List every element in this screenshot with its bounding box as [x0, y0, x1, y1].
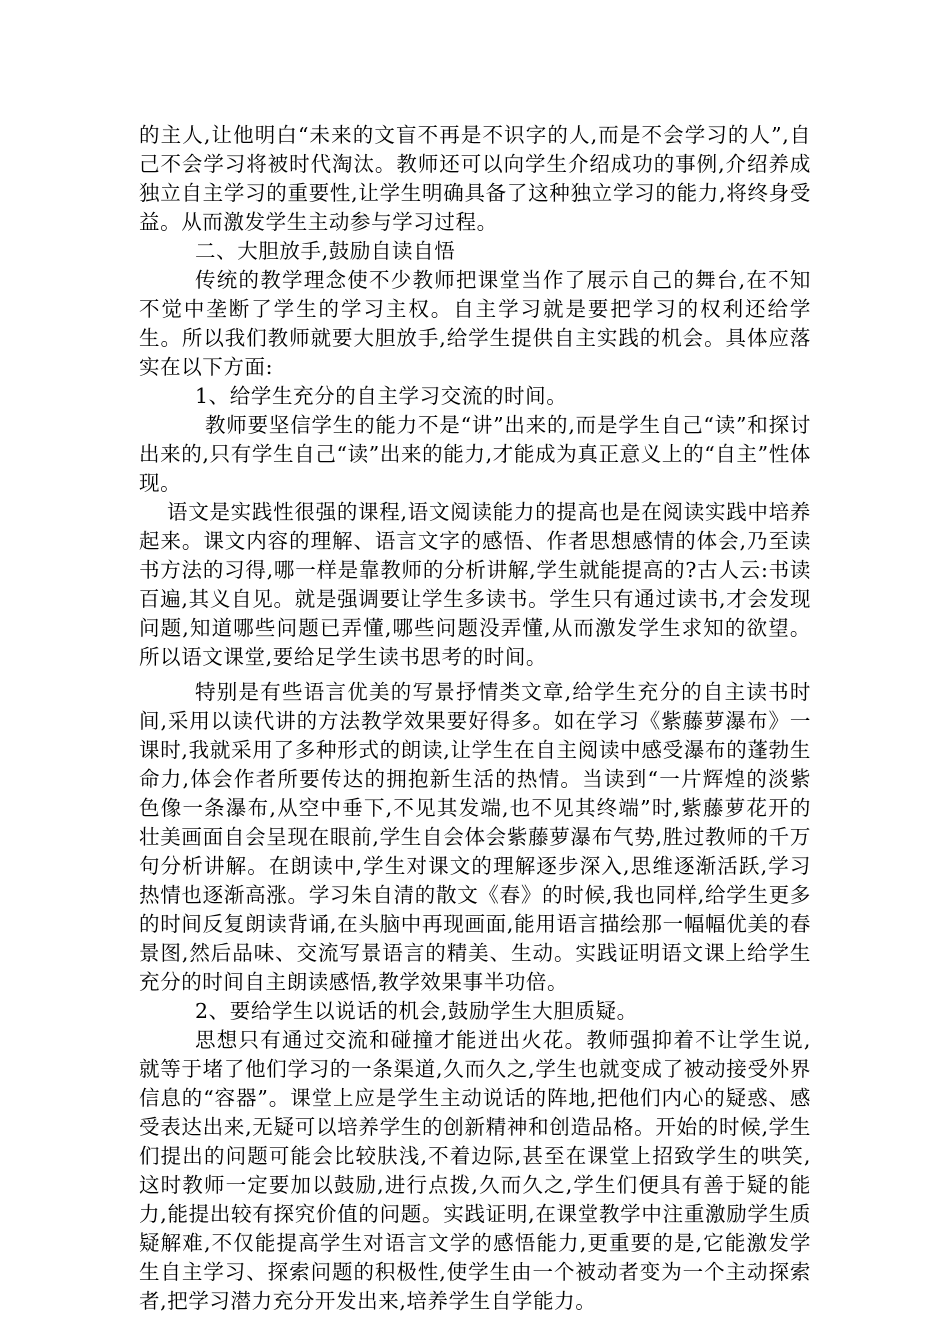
paragraph-chinese-practice: 语文是实践性很强的课程,语文阅读能力的提高也是在阅读实践中培养起来。课文内容的理解、语言文字的感悟、作者思想感情的体会,乃至读书方法的习得,哪一样是靠教师的分析讲解,学生就能提高的?古人云:书读百遍,其义自见。就是强调要让学生多读书。学生只有通过读书,才会发现问题,知道哪些问题已弄懂,哪些问题没弄懂,从而激发学生求知的欲望。所以语文课堂,要给足学生读书思考的时间。: [139, 500, 811, 669]
subheading-1: 1、给学生充分的自主学习交流的时间。: [195, 384, 568, 408]
paragraph-traditional-concept: 传统的教学理念使不少教师把课堂当作了展示自己的舞台,在不知不觉中垄断了学生的学习主权。自主学习就是要把学习的权利还给学生。所以我们教师就要大胆放手,给学生提供自主实践的机会。具体应落实在以下方面:: [139, 268, 811, 379]
subheading-2: 2、要给学生以说话的机会,鼓励学生大胆质疑。: [195, 999, 638, 1023]
section-heading-2: 二、大胆放手,鼓励自读自悟: [195, 239, 456, 263]
document-body: [139, 121, 811, 1316]
paragraph-intro-continuation: 的主人,让他明白“未来的文盲不再是不识字的人,而是不会学习的人”,自己不会学习将被时代淘汰。教师还可以向学生介绍成功的事例,介绍养成独立自主学习的重要性,让学生明确具备了这种独立学习的能力,将终身受益。从而激发学生主动参与学习过程。: [139, 123, 811, 234]
paragraph-scenery-texts: 特别是有些语言优美的写景抒情类文章,给学生充分的自主读书时间,采用以读代讲的方法教学效果要好得多。如在学习《紫藤萝瀑布》一课时,我就采用了多种形式的朗读,让学生在自主阅读中感受瀑布的蓬勃生命力,体会作者所要传达的拥抱新生活的热情。当读到“一片辉煌的淡紫色像一条瀑布,从空中垂下,不见其发端,也不见其终端”时,紫藤萝花开的壮美画面自会呈现在眼前,学生自会体会紫藤萝瀑布气势,胜过教师的千万句分析讲解。在朗读中,学生对课文的理解逐步深入,思维逐渐活跃,学习热情也逐渐高涨。学习朱自清的散文《春》的时候,我也同样,给学生更多的时间反复朗读背诵,在头脑中再现画面,能用语言描绘那一幅幅优美的春景图,然后品味、交流写景语言的精美、生动。实践证明语文课上给学生充分的时间自主朗读感悟,教学效果事半功倍。: [139, 680, 811, 994]
paragraph-reading-ability: 教师要坚信学生的能力不是“讲”出来的,而是学生自己“读”和探讨出来的,只有学生自己“读”出来的能力,才能成为真正意义上的“自主”性体现。: [139, 413, 811, 495]
paragraph-questioning: 思想只有通过交流和碰撞才能迸出火花。教师强抑着不让学生说,就等于堵了他们学习的一条渠道,久而久之,学生也就变成了被动接受外界信息的“容器”。课堂上应是学生主动说话的阵地,把他们内心的疑惑、感受表达出来,无疑可以培养学生的创新精神和创造品格。开始的时候,学生们提出的问题可能会比较肤浅,不着边际,甚至在课堂上招致学生的哄笑,这时教师一定要加以鼓励,进行点拨,久而久之,学生们便具有善于疑的能力,能提出较有探究价值的问题。实践证明,在课堂教学中注重激励学生质疑解难,不仅能提高学生对语言文学的感悟能力,更重要的是,它能激发学生自主学习、探索问题的积极性,使学生由一个被动者变为一个主动探索者,把学习潜力充分开发出来,培养学生自学能力。: [139, 1028, 811, 1313]
